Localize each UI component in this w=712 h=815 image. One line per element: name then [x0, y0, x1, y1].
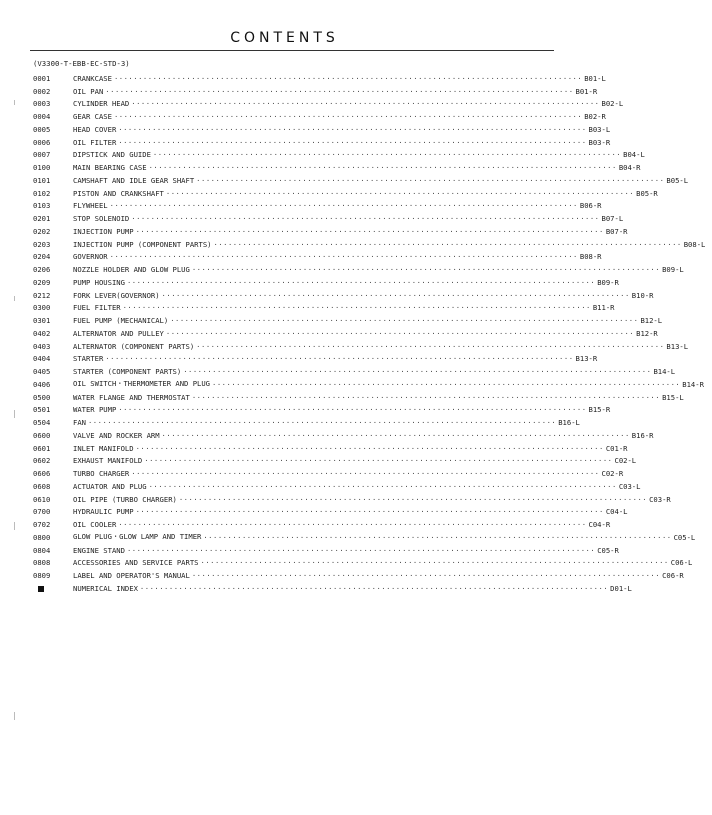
toc-entry-page: B13-L	[666, 341, 689, 351]
toc-entry[interactable]	[33, 327, 658, 340]
toc-entry-number: 0808	[33, 558, 51, 568]
dot-leader	[131, 99, 599, 108]
dot-leader	[144, 456, 612, 465]
dot-leader	[192, 393, 660, 402]
toc-entry-title: OIL PAN	[73, 86, 104, 96]
dot-leader	[149, 163, 617, 172]
toc-entry-page: B05-L	[666, 175, 689, 185]
toc-entry-title: WATER PUMP	[73, 405, 117, 415]
toc-entry-page: B03-L	[588, 124, 611, 134]
dot-leader	[170, 316, 638, 325]
toc-entry-number: 0212	[33, 290, 51, 300]
dot-leader	[131, 214, 599, 223]
toc-entry-page: B06-R	[579, 201, 602, 211]
toc-entry-number: 0102	[33, 188, 51, 198]
toc-entry-page: B01-R	[575, 86, 598, 96]
toc-entry-title: DIPSTICK AND GUIDE	[73, 150, 151, 160]
toc-entry[interactable]	[33, 518, 611, 531]
dot-leader	[131, 469, 599, 478]
toc-entry-title: FLYWHEEL	[73, 201, 108, 211]
toc-entry-number: 0204	[33, 252, 51, 262]
toc-entry-title: OIL COOLER	[73, 520, 117, 530]
toc-entry[interactable]	[33, 506, 628, 519]
toc-entry-page: C03-L	[618, 481, 641, 491]
toc-entry-title: ALTERNATOR AND PULLEY	[73, 328, 164, 338]
dot-leader	[127, 278, 595, 287]
table-of-contents	[33, 72, 706, 595]
toc-entry-title: HEAD COVER	[73, 124, 117, 134]
toc-entry-page: B08-L	[683, 239, 706, 249]
toc-entry-page: C03-R	[649, 494, 671, 504]
toc-entry-page: B11-R	[592, 303, 615, 313]
toc-entry-page: C05-L	[673, 532, 696, 542]
toc-entry-page: B16-R	[631, 430, 654, 440]
toc-entry-title: EXHAUST MANIFOLD	[73, 456, 143, 466]
toc-entry-page: C04-R	[588, 520, 611, 530]
toc-entry-number: 0700	[33, 507, 51, 517]
toc-entry[interactable]	[33, 493, 671, 506]
toc-entry[interactable]	[33, 72, 606, 85]
toc-entry-title: GOVERNOR	[73, 252, 108, 262]
dot-leader	[166, 189, 634, 198]
toc-entry[interactable]	[33, 404, 611, 417]
toc-entry-title: GEAR CASE	[73, 112, 112, 122]
toc-entry-page: B07-R	[605, 226, 628, 236]
dot-leader	[110, 252, 578, 261]
toc-entry-number	[33, 584, 73, 593]
toc-entry-page: B04-L	[623, 150, 645, 160]
toc-entry-title: PUMP HOUSING	[73, 277, 125, 287]
toc-entry-title: OIL FILTER	[73, 137, 117, 147]
toc-entry-page: B16-L	[558, 418, 580, 428]
toc-entry-title: INJECTION PUMP (COMPONENT PARTS)	[73, 239, 212, 249]
toc-entry[interactable]	[33, 416, 580, 429]
toc-entry-number: 0702	[33, 520, 51, 530]
toc-entry[interactable]	[33, 455, 637, 468]
toc-entry-page: B12-R	[636, 328, 658, 338]
toc-entry-number: 0403	[33, 341, 51, 351]
toc-entry-page: C06-L	[670, 558, 693, 568]
toc-entry-title: HYDRAULIC PUMP	[73, 507, 134, 517]
toc-entry-page: C01-R	[605, 443, 628, 453]
title-rule	[30, 50, 554, 51]
toc-entry-title: ACCESSORIES AND SERVICE PARTS	[73, 558, 199, 568]
toc-entry-number: 0601	[33, 443, 51, 453]
toc-entry[interactable]	[33, 314, 663, 327]
toc-entry-page: B14-R	[682, 379, 704, 389]
toc-entry-number: 0606	[33, 469, 51, 479]
toc-entry-page: C02-R	[601, 469, 624, 479]
toc-entry[interactable]	[33, 569, 684, 582]
toc-entry[interactable]	[33, 149, 645, 162]
dot-leader	[192, 265, 660, 274]
toc-entry-page: B02-R	[584, 112, 606, 122]
toc-entry-number: 0804	[33, 545, 51, 555]
toc-entry-title: CRANKCASE	[73, 73, 112, 83]
toc-entry-title: CAMSHAFT AND IDLE GEAR SHAFT	[73, 175, 195, 185]
toc-entry[interactable]	[33, 557, 693, 570]
toc-entry-page: B02-L	[601, 99, 624, 109]
scan-mark	[14, 522, 15, 530]
toc-entry-title: ALTERNATOR (COMPONENT PARTS)	[73, 341, 195, 351]
toc-entry-title: OIL SWITCH・THERMOMETER AND PLUG	[73, 379, 211, 389]
toc-entry-title: PISTON AND CRANKSHAFT	[73, 188, 164, 198]
toc-entry-title: INJECTION PUMP	[73, 226, 134, 236]
toc-entry-title: FAN	[73, 418, 86, 428]
toc-entry-number: 0300	[33, 303, 51, 313]
toc-entry-number: 0301	[33, 316, 51, 326]
toc-entry[interactable]	[33, 353, 598, 366]
toc-entry-title: NOZZLE HOLDER AND GLOW PLUG	[73, 265, 190, 275]
toc-entry[interactable]	[33, 98, 624, 111]
toc-entry-page: D01-L	[610, 583, 632, 593]
dot-leader	[192, 571, 660, 580]
toc-entry-number: 0004	[33, 112, 51, 122]
dot-leader	[118, 405, 586, 414]
toc-entry-number: 0003	[33, 99, 51, 109]
toc-entry-page: C04-L	[605, 507, 628, 517]
toc-entry-number: 0500	[33, 392, 51, 402]
toc-entry-page: B01-L	[584, 73, 606, 83]
toc-entry-page: C05-R	[597, 545, 619, 555]
toc-entry[interactable]	[33, 531, 696, 544]
toc-entry-page: B07-L	[601, 214, 624, 224]
toc-entry[interactable]	[33, 225, 628, 238]
toc-entry-number: 0206	[33, 265, 51, 275]
dot-leader	[127, 546, 595, 555]
dot-leader	[110, 201, 578, 210]
toc-entry[interactable]	[33, 85, 598, 98]
dot-leader	[88, 418, 556, 427]
page-title: CONTENTS	[230, 30, 339, 46]
dot-leader	[118, 125, 586, 134]
toc-entry-page: B09-R	[597, 277, 619, 287]
scan-mark	[14, 410, 15, 418]
dot-leader	[179, 495, 647, 504]
toc-entry-number: 0404	[33, 354, 51, 364]
toc-entry-number: 0406	[33, 379, 51, 389]
toc-entry[interactable]	[33, 289, 654, 302]
square-bullet-icon	[38, 586, 44, 592]
dot-leader	[212, 380, 680, 389]
dot-leader	[136, 227, 604, 236]
dot-leader	[213, 240, 681, 249]
toc-entry-number: 0002	[33, 86, 51, 96]
toc-entry[interactable]	[33, 365, 676, 378]
toc-entry-number: 0209	[33, 277, 51, 287]
toc-entry-number: 0602	[33, 456, 51, 466]
toc-entry-title: STARTER	[73, 354, 104, 364]
toc-entry-title: STOP SOLENOID	[73, 214, 130, 224]
toc-entry-number: 0800	[33, 532, 51, 542]
toc-entry-title: FUEL PUMP (MECHANICAL)	[73, 316, 169, 326]
toc-entry-page: B12-L	[640, 316, 663, 326]
toc-entry-title: GLOW PLUG・GLOW LAMP AND TIMER	[73, 532, 202, 542]
toc-entry[interactable]	[33, 263, 684, 276]
toc-entry-title: FUEL FILTER	[73, 303, 121, 313]
toc-entry-number: 0005	[33, 124, 51, 134]
dot-leader	[201, 558, 669, 567]
toc-entry-number: 0504	[33, 418, 51, 428]
toc-entry-page: B13-R	[575, 354, 598, 364]
toc-entry-number: 0001	[33, 73, 51, 83]
scan-mark	[14, 296, 15, 301]
toc-entry[interactable]	[33, 276, 619, 289]
toc-entry-number: 0203	[33, 239, 51, 249]
toc-entry[interactable]	[33, 136, 611, 149]
toc-entry-number: 0809	[33, 571, 51, 581]
toc-entry[interactable]	[33, 480, 641, 493]
dot-leader	[162, 431, 630, 440]
toc-entry-number: 0610	[33, 494, 51, 504]
dot-leader	[149, 482, 617, 491]
dot-leader	[162, 291, 630, 300]
toc-entry-page: B10-R	[631, 290, 654, 300]
toc-entry-title: INLET MANIFOLD	[73, 443, 134, 453]
toc-entry-title: TURBO CHARGER	[73, 469, 130, 479]
toc-entry-page: B03-R	[588, 137, 611, 147]
toc-entry[interactable]	[33, 238, 706, 251]
toc-entry[interactable]	[33, 467, 624, 480]
toc-entry[interactable]	[33, 200, 602, 213]
toc-entry[interactable]	[33, 110, 606, 123]
toc-entry-number: 0007	[33, 150, 51, 160]
dot-leader	[105, 354, 573, 363]
toc-entry-title: VALVE AND ROCKER ARM	[73, 430, 160, 440]
toc-entry-number: 0501	[33, 405, 51, 415]
scan-mark	[14, 712, 15, 720]
toc-entry-page: B15-L	[662, 392, 684, 402]
toc-entry-number: 0100	[33, 163, 51, 173]
dot-leader	[153, 150, 621, 159]
toc-entry[interactable]	[33, 391, 684, 404]
toc-entry[interactable]	[33, 123, 611, 136]
toc-entry[interactable]	[33, 212, 624, 225]
document-code: (V3300-T-EBB-EC-STD-3)	[33, 59, 130, 68]
toc-entry-title: WATER FLANGE AND THERMOSTAT	[73, 392, 190, 402]
toc-entry-title: CYLINDER HEAD	[73, 99, 130, 109]
toc-entry-title: FORK LEVER(GOVERNOR)	[73, 290, 160, 300]
toc-entry[interactable]	[33, 544, 619, 557]
toc-entry[interactable]	[33, 161, 641, 174]
dot-leader	[136, 444, 604, 453]
toc-entry-page: B09-L	[662, 265, 684, 275]
dot-leader	[118, 138, 586, 147]
toc-entry-number: 0608	[33, 481, 51, 491]
toc-entry-number: 0201	[33, 214, 51, 224]
toc-entry[interactable]	[33, 187, 658, 200]
toc-entry[interactable]	[33, 429, 654, 442]
toc-entry-number: 0402	[33, 328, 51, 338]
toc-entry-number: 0202	[33, 226, 51, 236]
dot-leader	[123, 303, 591, 312]
toc-entry[interactable]	[33, 340, 689, 353]
dot-leader	[105, 87, 573, 96]
toc-entry[interactable]	[33, 302, 615, 315]
toc-entry[interactable]	[33, 442, 628, 455]
dot-leader	[166, 329, 634, 338]
toc-entry[interactable]	[33, 582, 632, 595]
toc-entry-page: C06-R	[662, 571, 684, 581]
dot-leader	[203, 533, 671, 542]
dot-leader	[140, 584, 608, 593]
dot-leader	[136, 507, 604, 516]
dot-leader	[114, 74, 582, 83]
toc-entry-page: B15-R	[588, 405, 611, 415]
toc-entry-number: 0600	[33, 430, 51, 440]
toc-entry-title: ACTUATOR AND PLUG	[73, 481, 147, 491]
toc-entry-title: NUMERICAL INDEX	[73, 583, 138, 593]
toc-entry-page: B04-R	[618, 163, 641, 173]
toc-entry-title: OIL PIPE (TURBO CHARGER)	[73, 494, 177, 504]
toc-entry-page: C02-L	[614, 456, 637, 466]
toc-entry[interactable]	[33, 251, 602, 264]
dot-leader	[196, 342, 664, 351]
toc-entry-page: B08-R	[579, 252, 602, 262]
toc-entry-page: B05-R	[636, 188, 658, 198]
dot-leader	[118, 520, 586, 529]
toc-entry-title: ENGINE STAND	[73, 545, 125, 555]
toc-entry-number: 0006	[33, 137, 51, 147]
scan-mark	[14, 100, 15, 105]
dot-leader	[114, 112, 582, 121]
toc-entry-title: STARTER (COMPONENT PARTS)	[73, 367, 182, 377]
toc-entry-title: MAIN BEARING CASE	[73, 163, 147, 173]
toc-entry[interactable]	[33, 174, 689, 187]
toc-entry-number: 0103	[33, 201, 51, 211]
toc-entry[interactable]	[33, 378, 704, 391]
toc-entry-number: 0405	[33, 367, 51, 377]
dot-leader	[183, 367, 651, 376]
toc-entry-title: LABEL AND OPERATOR'S MANUAL	[73, 571, 190, 581]
toc-entry-number: 0101	[33, 175, 51, 185]
toc-entry-page: B14-L	[653, 367, 676, 377]
dot-leader	[196, 176, 664, 185]
